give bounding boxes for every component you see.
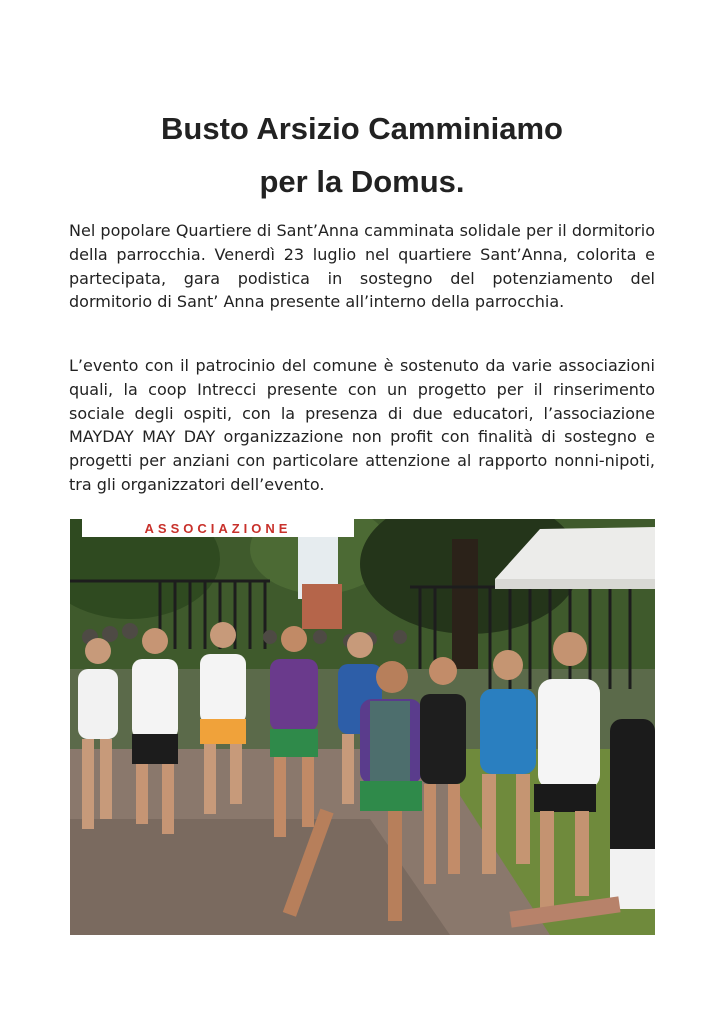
photo-building xyxy=(302,584,342,629)
photo-tent-valance xyxy=(495,579,655,589)
article-paragraph-1: Nel popolare Quartiere di Sant’Anna camminata solidale per il dormitorio della parrocchia. Venerdì 23 luglio nel quartiere Sant’Anna, colorita e partecipata, gara podistica in sostegno del potenziamento del dormitorio di Sant’ Anna presente all’interno della parrocchia. xyxy=(69,221,655,312)
page-title-line-1: Busto Arsizio Camminiamo xyxy=(161,111,563,146)
photo-banner-text: ASSOCIAZIONE xyxy=(144,521,292,536)
race-photo xyxy=(70,519,655,935)
page-title-line-2: per la Domus. xyxy=(259,164,465,199)
race-photo-illustration xyxy=(70,519,655,935)
article-paragraph-2: L’evento con il patrocinio del comune è sostenuto da varie associazioni quali, la coop Intrecci presente con un progetto per il rinserimento sociale degli ospiti, con la presenza di due educatori, l’associazione MAYDAY MAY DAY organizzazione non profit con finalità di sostegno e progetti per anziani con particolare attenzione al rapporto nonni-nipoti, tra gli organizzatori dell’evento. xyxy=(69,356,655,494)
photo-tree-trunk xyxy=(452,539,478,669)
